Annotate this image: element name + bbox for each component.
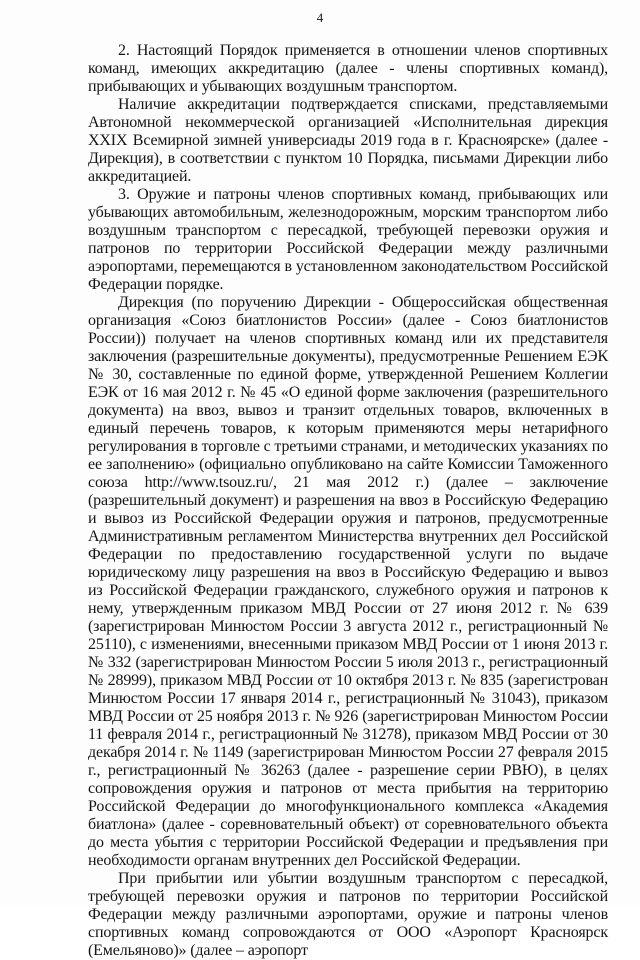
paragraph-accreditation: Наличие аккредитации подтверждается списками, представляемыми Автономной некоммерческой организацией «Исполнительная дирекция XXIX Всемирной зимней универсиады 2019 года в г. Красноярске» (далее - Дирекция), в соответствии с пунктом 10 Порядка, письмами Дирекции либо аккредитацией. <box>88 96 608 185</box>
paragraph-3-weapons: 3. Оружие и патроны членов спортивных команд, прибывающих или убывающих автомобильным, железнодорожным, морским транспортом либо воздушным транспортом с пересадкой, требующей перевозки оружия и патронов по территории Российской Федерации между различными аэропортами, перемещаются в установленном законодательством Российской Федерации порядке. <box>88 186 608 293</box>
paragraph-directorate: Дирекция (по поручению Дирекции - Общероссийская общественная организация «Союз биатлонистов России» (далее - Союз биатлонистов России)) получает на членов спортивных команд или их представителя заключения (разрешительные документы), предусмотренные Решением ЕЭК № 30, составленные по единой форме, утвержденной Решением Коллегии ЕЭК от 16 мая 2012 г. № 45 «О единой форме заключения (разрешительного документа) на ввоз, вывоз и транзит отдельных товаров, включенных в единый перечень товаров, к которым применяются меры нетарифного регулирования в торговле с третьими странами, и методических указаниях по ее заполнению» (официально опубликовано на сайте Комиссии Таможенного союза http://www.tsouz.ru/, 21 мая 2012 г.) (далее – заключение (разрешительный документ) и разрешения на ввоз в Российскую Федерацию и вывоз из Российской Федерации оружия и патронов, предусмотренные Административным регламентом Министерства внутренних дел Российской Федерации по предоставлению государственной услуги по выдаче юридическому лицу разрешения на ввоз в Российскую Федерацию и вывоз из Российской Федерации гражданского, служебного оружия и патронов к нему, утвержденным приказом МВД России от 27 июня 2012 г. № 639 (зарегистрирован Минюстом России 3 августа 2012 г., регистрационный № 25110), с изменениями, внесенными приказом МВД России от 1 июня 2013 г. № 332 (зарегистрирован Минюстом России 5 июля 2013 г., регистрационный № 28999), приказом МВД России от 10 октября 2013 г. № 835 (зарегистрован Минюстом России 17 января 2014 г., регистрационный № 31043), приказом МВД России от 25 ноября 2013 г. № 926 (зарегистрирован Минюстом России 11 февраля 2014 г., регистрационный № 31278), приказом МВД России от 30 декабря 2014 г. № 1149 (зарегистрирован Минюстом России 27 февраля 2015 г., регистрационный № 36263 (далее - разрешение серии РВЮ), в целях сопровождения оружия и патронов от места прибытия на территорию Российской Федерации до многофункционального комплекса «Академия биатлона» (далее - соревновательный объект) от соревновательного объекта до места убытия с территории Российской Федерации и предъявления при необходимости органам внутренних дел Российской Федерации. <box>88 294 608 869</box>
document-body <box>88 42 608 960</box>
paragraph-arrival: При прибытии или убытии воздушным транспортом с пересадкой, требующей перевозки оружия и патронов по территории Российской Федерации между различными аэропортами, оружие и патроны членов спортивных команд сопровождаются от ООО «Аэропорт Красноярск (Емельяново)» (далее – аэропорт <box>88 870 608 959</box>
page-number: 4 <box>316 10 324 25</box>
paragraph-2-scope: 2. Настоящий Порядок применяется в отношении членов спортивных команд, имеющих аккредитацию (далее - члены спортивных команд), прибывающих и убывающих воздушным транспортом. <box>88 42 608 95</box>
